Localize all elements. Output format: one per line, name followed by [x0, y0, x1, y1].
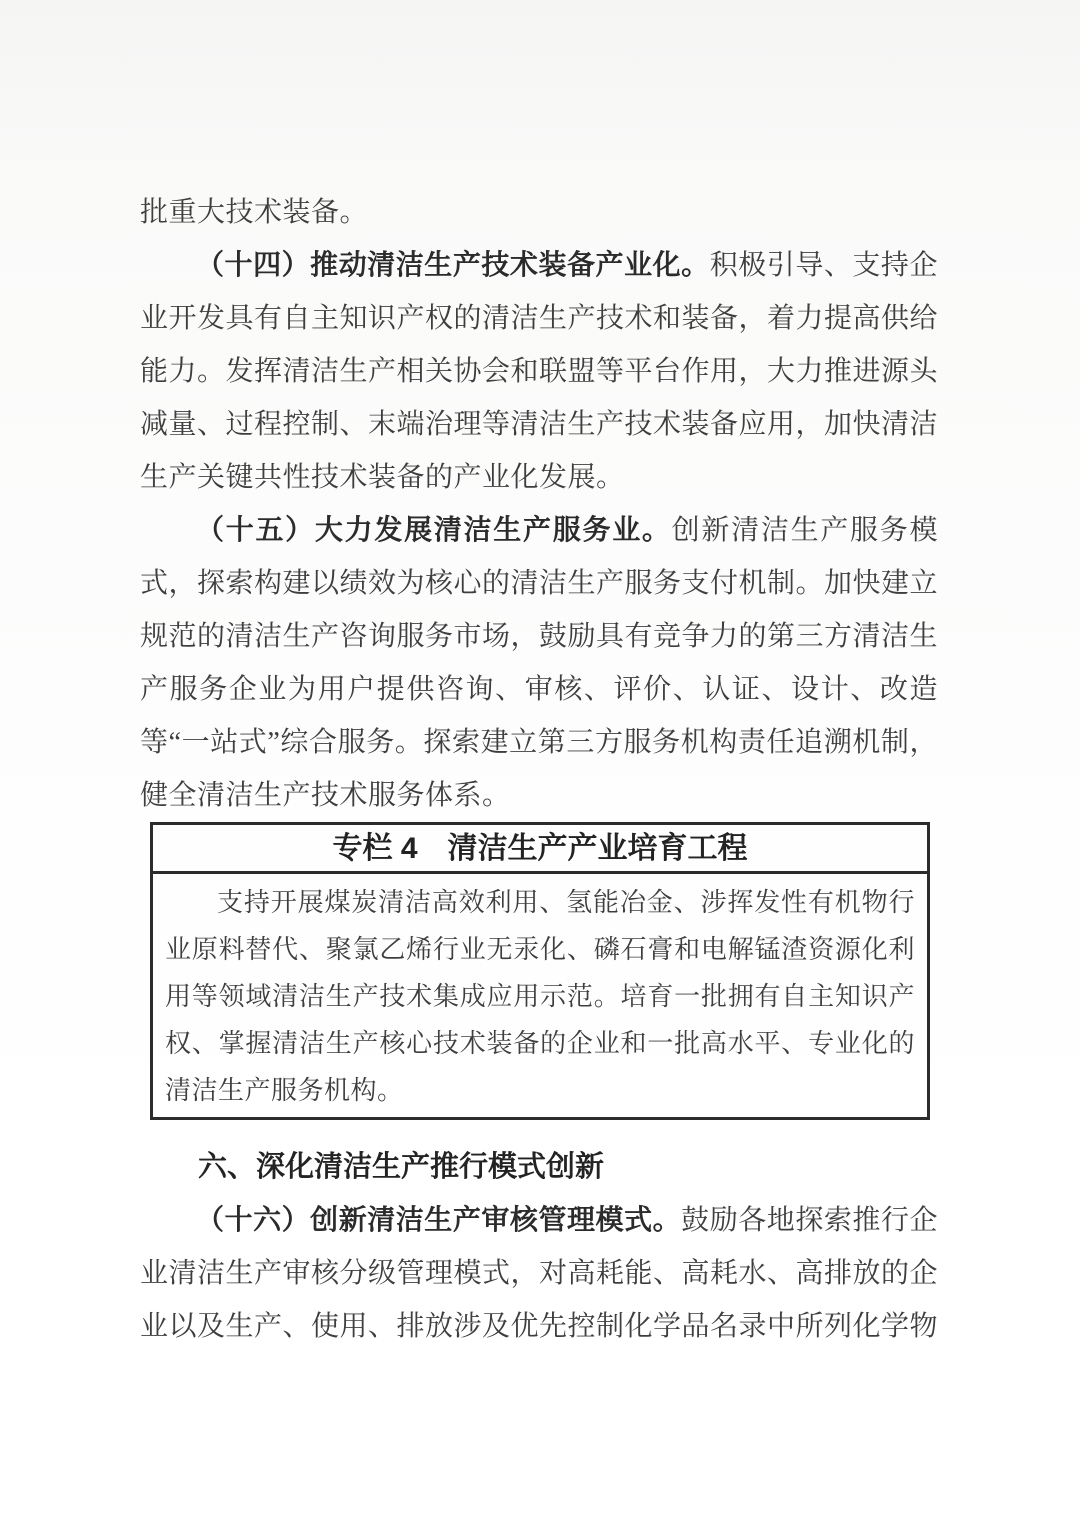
- paragraph-15-body: 创新清洁生产服务模式，探索构建以绩效为核心的清洁生产服务支付机制。加快建立规范的清洁生产咨询服务市场，鼓励具有竞争力的第三方清洁生产服务企业为用户提供咨询、审核、评价、认证、设计、改造等“一站式”综合服务。探索建立第三方服务机构责任追溯机制，健全清洁生产技术服务体系。: [140, 515, 939, 811]
- continuation-text: 批重大技术装备。: [140, 197, 369, 228]
- continuation-line: [140, 186, 938, 239]
- section-heading-6: 六、深化清洁生产推行模式创新: [198, 1151, 605, 1183]
- paragraph-16-body: 鼓励各地探索推行企业清洁生产审核分级管理模式，对高耗能、高耗水、高排放的企业以及生产、使用、排放涉及优先控制化学品名录中所列化学物: [140, 1205, 939, 1342]
- paragraph-15: [140, 504, 938, 822]
- callout-box-title: 专栏 4 清洁生产产业培育工程: [153, 825, 927, 874]
- callout-box-body: 支持开展煤炭清洁高效利用、氢能冶金、涉挥发性有机物行业原料替代、聚氯乙烯行业无汞化、磷石膏和电解锰渣资源化利用等领域清洁生产技术集成应用示范。培育一批拥有自主知识产权、掌握清洁生产核心技术装备的企业和一批高水平、专业化的清洁生产服务机构。: [165, 888, 915, 1105]
- paragraph-14-body: 积极引导、支持企业开发具有自主知识产权的清洁生产技术和装备，着力提高供给能力。发挥清洁生产相关协会和联盟等平台作用，大力推进源头减量、过程控制、末端治理等清洁生产技术装备应用，加快清洁生产关键共性技术装备的产业化发展。: [140, 250, 939, 493]
- page-content: [140, 186, 938, 1353]
- paragraph-16-lead: （十六）创新清洁生产审核管理模式。: [196, 1205, 682, 1236]
- paragraph-16: [140, 1194, 938, 1353]
- paragraph-15-lead: （十五）大力发展清洁生产服务业。: [196, 515, 672, 546]
- paragraph-14-lead: （十四）推动清洁生产技术装备产业化。: [196, 250, 710, 281]
- callout-box-4: [150, 822, 930, 1120]
- paragraph-14: [140, 239, 938, 504]
